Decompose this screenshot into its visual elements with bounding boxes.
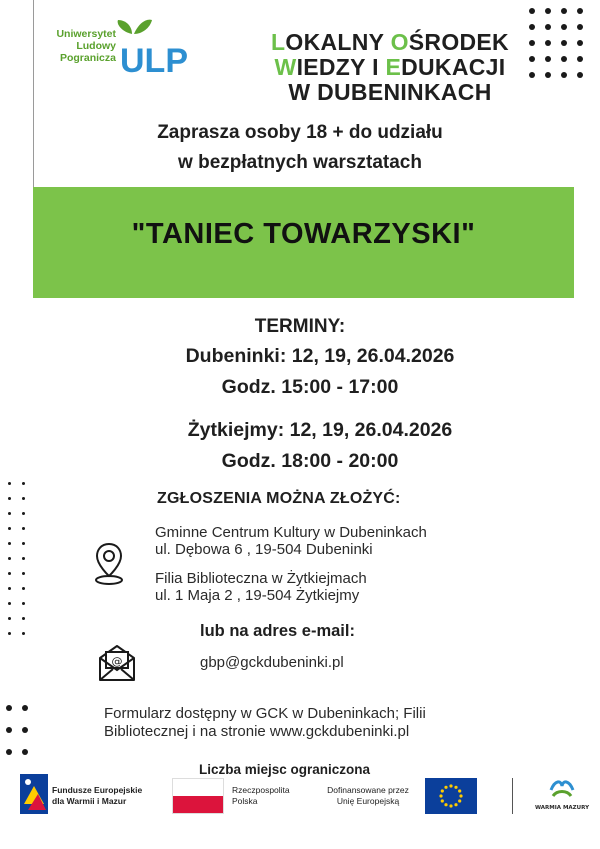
map-pin-icon [92,540,126,586]
form-availability-note [104,705,524,741]
title-initial-l: L [271,29,286,55]
poland-flag-icon [172,778,224,814]
location-gck [155,524,427,558]
location-gck-name: Gminne Centrum Kultury w Dubeninkach [155,524,427,541]
application-heading: ZGŁOSZENIA MOŻNA ZŁOŻYĆ: [157,490,401,507]
eu-line-2: Unię Europejską [336,796,400,806]
page-title [240,30,540,105]
email-heading: lub na adres e-mail: [200,622,355,640]
logo-line-1: Uniwersytet [56,28,116,40]
email-address[interactable]: gbp@gckdubeninki.pl [200,654,344,671]
location-library [155,570,367,604]
location-library-name: Filia Biblioteczna w Żytkiejmach [155,570,367,587]
ulp-mark-text: ULP [120,42,188,80]
invitation-text [70,118,530,178]
logo-line-3: Pogranicza [59,52,116,64]
seats-limit-note: Liczba miejsc ograniczona [199,762,371,777]
schedule-zytkiejmy-hours: Godz. 18:00 - 20:00 [221,450,399,472]
dot-pattern-top-right [525,8,595,88]
workshop-title: "TANIEC TOWARZYSKI" [131,218,476,250]
title-initial-o: O [390,29,409,55]
footer-divider [512,778,513,814]
title-part: IEDZY I [296,54,386,80]
european-funds-logo-icon [20,774,48,814]
schedule-zytkiejmy-dates: Żytkiejmy: 12, 19, 26.04.2026 [187,419,453,441]
warmia-mazury-logo-icon [534,776,590,818]
poland-text [232,785,290,807]
invite-line-2: w bezpłatnych warsztatach [178,152,422,173]
title-part: DUKACJI [401,54,506,80]
title-part: OKALNY [285,29,391,55]
logo-line-2: Ludowy [76,40,116,52]
title-part: ŚRODEK [408,29,509,55]
warmia-text: WARMIA MAZURY [534,805,590,811]
schedule-dubeninki-dates: Dubeninki: 12, 19, 26.04.2026 [185,345,455,367]
envelope-icon [96,642,138,684]
pl-line-1: Rzeczpospolita [232,785,290,795]
eu-flag-icon [425,778,477,814]
schedule-heading: TERMINY: [254,316,346,337]
form-line-2: Bibliotecznej i na stronie www.gckdubeninki.pl [104,723,410,740]
invite-line-1: Zaprasza osoby 18 + do udziału [157,122,443,143]
ulp-logo-mark [108,18,200,80]
svg-text:@: @ [111,655,123,668]
title-initial-w: W [274,54,297,80]
ulp-logo-text [38,28,116,64]
pl-line-2: Polska [232,796,258,806]
eu-line-1: Dofinansowane przez [327,785,409,795]
fe-line-2: dla Warmii i Mazur [52,796,127,806]
schedule-dubeninki-hours: Godz. 15:00 - 17:00 [221,376,399,398]
form-line-1: Formularz dostępny w GCK w Dubeninkach; Filii [104,705,426,722]
dot-pattern-bottom-left [6,705,46,765]
location-library-address: ul. 1 Maja 2 , 19-504 Żytkiejmy [155,587,360,604]
left-divider-line [33,0,34,188]
fe-line-1: Fundusze Europejskie [52,785,143,795]
european-funds-text [52,785,142,807]
title-initial-e: E [385,54,402,80]
eu-funding-text [318,785,418,807]
title-line-2 [240,55,540,80]
location-gck-address: ul. Dębowa 6 , 19-504 Dubeninki [155,541,373,558]
dot-pattern-left [8,482,28,637]
title-line-1 [240,30,540,55]
title-line-3: W DUBENINKACH [288,79,492,105]
